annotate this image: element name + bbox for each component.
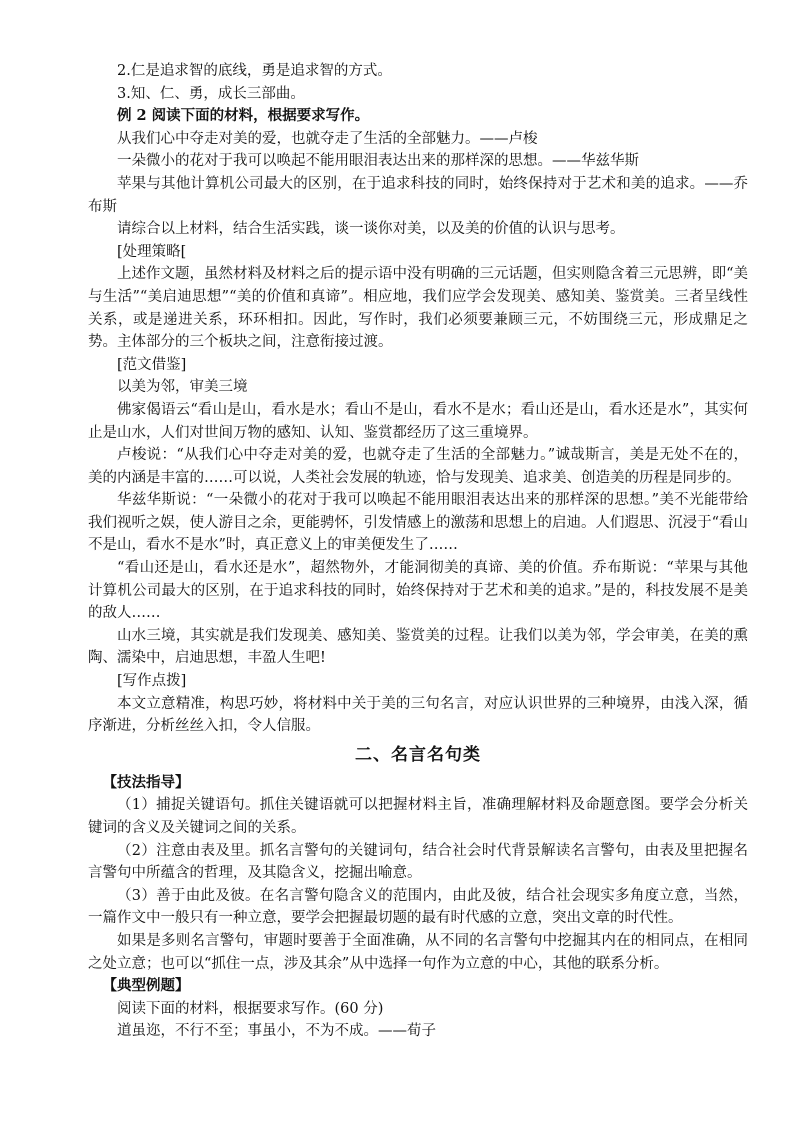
quote-wordsworth: 一朵微小的花对于我可以唤起不能用眼泪表达出来的那样深的思想。——华兹华斯 (117, 153, 639, 170)
paragraph: 佛家偈语云“看山是山，看水是水；看山不是山，看水不是水；看山还是山，看水还是水”，其实何止是山水，人们对世间万物的感知、认知、鉴赏都经历了这三重境界。 (88, 401, 748, 441)
quote-rousseau: 从我们心中夺走对美的爱，也就夺走了生活的全部魅力。——卢梭 (117, 130, 538, 147)
paragraph: 卢梭说：“从我们心中夺走对美的爱，也就夺走了生活的全部魅力。”诚哉斯言，美是无处不在的，美的内涵是丰富的……可以说，人类社会发展的轨迹，恰与发现美、追求美、创造美的历程是同步的。 (88, 447, 748, 486)
subsection-tag-example: 【典型例题】 (102, 977, 190, 995)
paragraph: 如果是多则名言警句，审题时要善于全面准确，从不同的名言警句中挖掘其内在的相同点，在相同之处立意；也可以“抓住一点，涉及其余”从中选择一句作为立意的中心，其他的联系分析。 (88, 932, 748, 972)
writing-prompt: 请综合以上材料，结合生活实践，谈一谈你对美，以及美的价值的认识与思考。 (117, 221, 625, 238)
paragraph: （2）注意由表及里。抓名言警句的关键词句，结合社会时代背景解读名言警句，由表及里把握名言警句中所蕴含的哲理，及其隐含义，挖掘出喻意。 (88, 842, 748, 882)
paragraph: （1）捕捉关键语句。抓住关键语就可以把握材料主旨，准确理解材料及命题意图。要学会分析关键词的含义及关键词之间的关系。 (88, 797, 748, 836)
subsection-tag-technique: 【技法指导】 (102, 773, 190, 791)
paragraph: “看山还是山，看水还是水”，超然物外，才能洞彻美的真谛、美的价值。乔布斯说：“苹果与其他计算机公司最大的区别，在于追求科技的同时，始终保持对于艺术和美的追求。”是的，科技发展不是美的敌人…… (88, 560, 748, 622)
section-label-sample: [范文借鉴] (117, 356, 187, 373)
quote-jobs: 苹果与其他计算机公司最大的区别，在于追求科技的同时，始终保持对于艺术和美的追求。——乔布斯 (88, 175, 748, 215)
essay-title: 以美为邻，审美三境 (117, 379, 248, 396)
paragraph: 山水三境，其实就是我们发现美、感知美、鉴赏美的过程。让我们以美为邻，学会审美，在美的熏陶、濡染中，启迪思想，丰盈人生吧! (88, 627, 748, 667)
section-heading: 二、名言名句类 (355, 744, 481, 765)
paragraph: 上述作文题，虽然材料及材料之后的提示语中没有明确的三元话题，但实则隐含着三元思辨，即“美与生活”“美启迪思想”“美的价值和真谛”。相应地，我们应学会发现美、感知美、鉴赏美。三者呈线性关系，或是递进关系，环环相扣。因此，写作时，我们必须要兼顾三元，不妨围绕三元，形成鼎足之势。主体部分的三个板块之间，注意衔接过渡。 (88, 266, 748, 351)
paragraph: 2.仁是追求智的底线，勇是追求智的方式。 (117, 63, 392, 79)
document-page (88, 60, 748, 1043)
quote-xunzi: 道虽迩，不行不至；事虽小，不为不成。——荀子 (117, 1023, 436, 1040)
section-label-comment: [写作点拨] (117, 673, 187, 690)
paragraph: 本文立意精准，构思巧妙，将材料中关于美的三句名言，对应认识世界的三种境界，由浅入深，循序渐进，分析丝丝入扣，令人信服。 (88, 695, 748, 735)
example-heading: 例 2 阅读下面的材料，根据要求写作。 (117, 107, 370, 125)
paragraph: 华兹华斯说：“一朵微小的花对于我可以唤起不能用眼泪表达出来的那样深的思想。”美不光能带给我们视听之娱，使人游目之余，更能骋怀，引发情感上的激荡和思想上的启迪。人们遐思、沉浸于“看山不是山，看水不是水”时，真正意义上的审美便发生了…… (88, 492, 748, 554)
paragraph: （3）善于由此及彼。在名言警句隐含义的范围内，由此及彼，结合社会现实多角度立意，当然，一篇作文中一般只有一种立意，要学会把握最切题的最有时代感的立意，突出文章的时代性。 (88, 887, 748, 927)
paragraph: 阅读下面的材料，根据要求写作。(60 分) (117, 1000, 384, 1017)
paragraph: 3.知、仁、勇，成长三部曲。 (117, 85, 305, 102)
section-label-strategy: [处理策略[ (117, 243, 187, 260)
